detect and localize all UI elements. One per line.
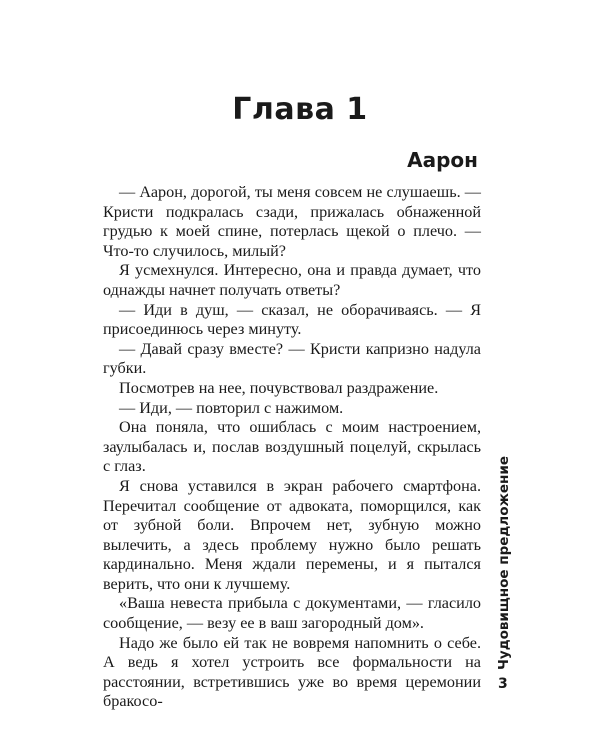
pov-character-name: Аарон [407,148,478,172]
page-number: 3 [498,676,508,692]
paragraph: Я снова уставился в экран рабочего смартфона. Перечитал сообщение от адвоката, поморщился, как от зубной боли. Впрочем нет, зубную можно вылечить, а здесь проблему нужно было решать кардинально. Меня ждали перемены, и я пытался верить, что они к лучшему. [103,476,481,593]
paragraph: — Иди, — повторил с нажимом. [119,398,344,417]
paragraph: — Иди в душ, — сказал, не оборачиваясь. — Я присоединюсь через минуту. [103,300,481,339]
paragraph: Посмотрев на нее, почувствовал раздражение. [119,378,439,397]
running-title: Чудовищное предложение [496,455,512,671]
body-text [103,183,481,712]
paragraph: Она поняла, что ошиблась с моим настроением, заулыбалась и, послав воздушный поцелуй, скрылась с глаз. [103,418,481,476]
paragraph: Надо же было ей так не вовремя напомнить о себе. А ведь я хотел устроить все формальности на расстоянии, встретившись уже во время церемонии бракосо- [103,633,481,711]
paragraph: — Давай сразу вместе? — Кристи капризно надула губки. [103,339,481,378]
chapter-title: Глава 1 [232,92,368,127]
paragraph: — Аарон, дорогой, ты меня совсем не слушаешь. — Кристи подкралась сзади, прижалась обнаженной грудью к моей спине, потерлась щекой о плечо. — Что-то случилось, милый? [103,183,481,260]
paragraph: Я усмехнулся. Интересно, она и правда думает, что однажды начнет получать ответы? [103,261,481,299]
paragraph: «Ваша невеста прибыла с документами, — гласило сообщение, — везу ее в ваш загородный дом». [103,594,481,633]
